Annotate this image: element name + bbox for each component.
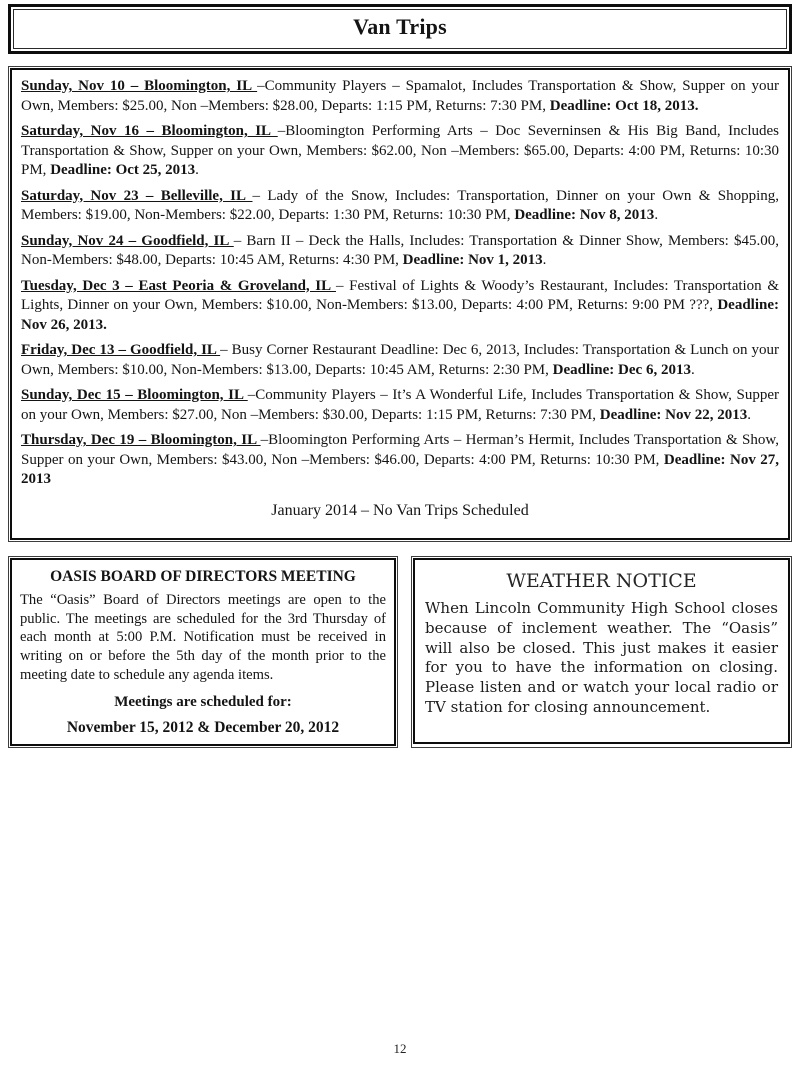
page-title: Van Trips — [353, 14, 447, 39]
board-meeting-schedule-label: Meetings are scheduled for: — [114, 694, 292, 711]
trip-entry — [21, 187, 779, 226]
van-trips-list — [10, 68, 790, 540]
weather-notice-body: When Lincoln Community High School closes because of inclement weather. The “Oasis” will also be closed. This just makes it easier for you to have the information on closing. Please listen and or watch your local radio or TV station for closing announcement. — [425, 599, 778, 716]
page-number: 12 — [393, 1041, 407, 1056]
board-meeting-body: The “Oasis” Board of Directors meetings are open to the public. The meetings are scheduled for the 3rd Thursday of each month at 5:00 P.M. Notification must be received in writing on or before the 5th day of the month prior to the meeting date to schedule any agenda items. — [20, 592, 386, 683]
trip-entry-normal-text: – Festival of Lights & Woody’s Restaurant, Includes: Transportation & Lights, Dinner on your Own, Members: $10.00, Non-Members: $13.00, Departs: 4:00 PM, Returns: 9:00 PM ???, — [21, 277, 779, 313]
trip-entry-bold-text: Deadline: Oct 18, 2013. — [549, 97, 699, 114]
trip-entry-bold-text: Deadline: Dec 6, 2013 — [552, 361, 691, 378]
trip-entry-title-text: Friday, Dec 13 – Goodfield, IL — [21, 342, 221, 358]
trip-entry — [21, 232, 779, 271]
trip-entry-title-text: Thursday, Dec 19 – Bloomington, IL — [21, 432, 261, 448]
trip-entry-normal-text: –Bloomington Performing Arts – Herman’s Hermit, Includes Transportation & Show, Supper on your Own, Members: $43.00, Non –Members: $46.00, Departs: 4:00 PM, Returns: 10:30 PM, — [21, 432, 779, 468]
trip-entry-normal-text: –Bloomington Performing Arts – Doc Severninsen & His Big Band, Includes Transportation & Show, Supper on your Own, Members: $62.00, Non –Members: $65.00, Departs: 4:00 PM, Returns: 10:30 PM, — [21, 123, 779, 178]
trip-entry-normal-text: – Barn II – Deck the Halls, Includes: Transportation & Dinner Show, Members: $45.00, Non-Members: $48.00, Departs: 10:45 AM, Returns: 4:30 PM, — [21, 232, 780, 268]
board-meeting-box-inner — [10, 558, 396, 746]
trip-entry-bold-text: Deadline: Nov 27, 2013 — [21, 451, 780, 487]
trip-entry-title-text: Sunday, Nov 24 – Goodfield, IL — [21, 232, 234, 249]
weather-notice-box — [411, 556, 792, 748]
board-meeting-box — [8, 556, 398, 748]
trip-entry-normal-text: . — [690, 361, 695, 378]
trip-entry-normal-text: – Lady of the Snow, Includes: Transportation, Dinner on your Own & Shopping, Members: $19.00, Non-Members: $22.00, Departs: 1:30 PM, Returns: 10:30 PM, — [21, 187, 779, 223]
trip-entry — [21, 122, 779, 181]
trip-entry — [21, 277, 779, 336]
bottom-notices-row — [8, 556, 792, 748]
board-meeting-title: OASIS BOARD OF DIRECTORS MEETING — [50, 568, 356, 585]
trip-entry-title-text: Saturday, Nov 16 – Bloomington, IL — [21, 123, 278, 139]
trip-entry-normal-text: . — [542, 252, 547, 268]
trip-entry-bold-text: Deadline: Nov 26, 2013. — [21, 297, 779, 333]
trip-entries — [21, 77, 779, 490]
weather-notice-title: WEATHER NOTICE — [506, 570, 697, 592]
van-trips-list-box — [8, 66, 792, 542]
board-meeting-schedule-dates: November 15, 2012 & December 20, 2012 — [66, 719, 340, 737]
trip-entry-bold-text: Deadline: Nov 22, 2013 — [599, 406, 748, 423]
no-trips-note: January 2014 – No Van Trips Scheduled — [271, 501, 529, 519]
trip-entry-bold-text: Deadline: Nov 8, 2013 — [514, 207, 655, 223]
trip-entry-normal-text: . — [747, 406, 751, 423]
trip-entry-bold-text: Deadline: Nov 1, 2013 — [402, 252, 543, 268]
weather-notice-box-inner — [413, 558, 790, 744]
trip-entry-normal-text: –Community Players – It’s A Wonderful Life, Includes Transportation & Show, Supper on your Own, Members: $27.00, Non –Members: $30.00, Departs: 1:15 PM, Returns: 7:30 PM, — [21, 387, 780, 423]
van-trips-header-box — [8, 4, 792, 54]
trip-entry-normal-text: –Community Players – Spamalot, Includes Transportation & Show, Supper on your Own, Members: $25.00, Non –Members: $28.00, Departs: 1:15 PM, Returns: 7:30 PM, — [21, 78, 779, 114]
trip-entry-bold-text: Deadline: Oct 25, 2013 — [50, 162, 196, 178]
trip-entry-title-text: Sunday, Dec 15 – Bloomington, IL — [21, 387, 248, 403]
trip-entry-title-text: Sunday, Nov 10 – Bloomington, IL — [21, 78, 258, 94]
trip-entry-normal-text: . — [654, 207, 659, 223]
trip-entry — [21, 77, 779, 116]
trip-entry — [21, 341, 779, 380]
trip-entry-normal-text: – Busy Corner Restaurant Deadline: Dec 6, 2013, Includes: Transportation & Lunch on your Own, Members: $10.00, Non-Members: $13.00, Departs: 10:45 AM, Returns: 2:30 PM, — [21, 342, 779, 378]
trip-entry-title-text: Saturday, Nov 23 – Belleville, IL — [21, 187, 253, 204]
trip-entry-title-text: Tuesday, Dec 3 – East Peoria & Groveland, IL — [21, 277, 336, 294]
van-trips-header-box-inner — [13, 9, 787, 49]
trip-entry-normal-text: . — [195, 162, 199, 178]
trip-entry — [21, 386, 779, 425]
trip-entry — [21, 431, 779, 490]
